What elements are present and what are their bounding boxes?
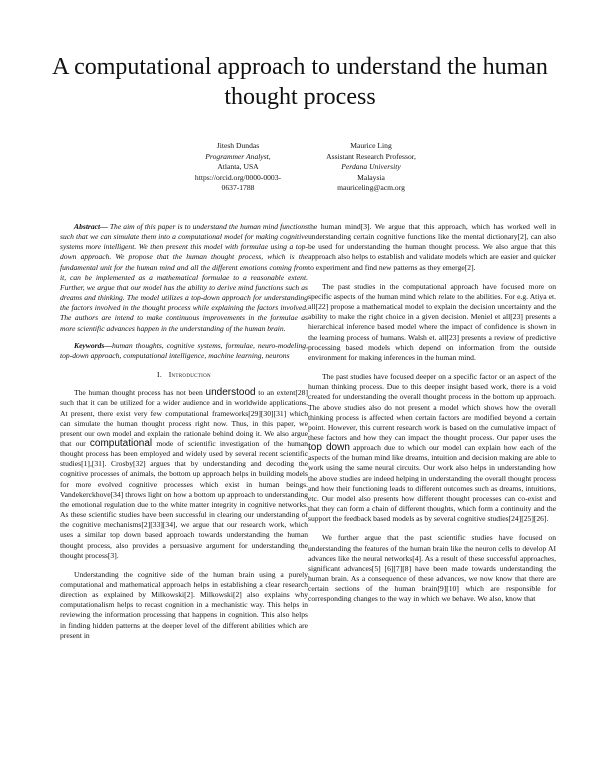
section-number: I. — [157, 370, 163, 380]
paragraph — [60, 388, 308, 561]
author-block-1 — [163, 141, 313, 194]
author-role: Assistant Research Professor, — [326, 151, 416, 161]
author-role: Programmer Analyst, — [205, 151, 271, 161]
keywords-label: Keywords— — [74, 340, 112, 350]
author-email[interactable]: mauriceling@acm.org — [337, 183, 405, 193]
author-orcid-cont[interactable]: 0637-1788 — [221, 183, 255, 193]
text-run: computational — [89, 437, 153, 449]
text-run: The past studies have focused deeper on a specific factor or an aspect of the human thinking process. Due to this deeper insight based work, there is a void created for understanding the overall thought process in the bottom up approach. The above studies also do not present a model which shows how the overall thinking process is affected when certain factors are modified beyond a certain point. However, this current research work is based on the cumulative impact of these factors and how they can impact the thought process. Our paper uses the — [308, 372, 556, 442]
author-location: Atlanta, USA — [217, 162, 259, 172]
keywords — [60, 341, 308, 361]
paragraph: We further argue that the past scientific studies have focused on understanding the features of the human brain like the neuron cells to develop AI advances like the neural networks[4]. As a result of these successful approaches, significant advances[5] [6][7][8] have been made towards understanding the human brain. As a consequence of these advances, we now know that there are certain sections of the human brain[9][10] which are responsible for corresponding changes to the way in which we behave. We also, know that — [308, 533, 556, 604]
text-run: to an extent[28] such that it can be utilized for a wider audience and in worldwide applications. At present, there exist very few computational frameworks[29][30][31] which can simulate the human thought process right now. Thus, in this paper, we present our own model and explain the rationale behind doing it. We also argue that our — [60, 388, 308, 448]
paragraph — [308, 372, 556, 524]
text-run: The human thought process has not been — [74, 388, 206, 398]
paragraph: The past studies in the computational approach have focused more on specific aspects of the human mind which relate to the abilities. For e.g. Atiya et. all[22] propose a mathematical model to explain the decision uncertainty and the ability to make the right choice in a given decision. Meniel et all[23] presents a hierarchical inference based model where the impact of confidence is shown in the learning process of humans. Walsh et. all[23] presents a review of predictive processing based models which depend on information from the outside environment for making inferences in the human mind. — [308, 281, 556, 362]
section-title: Introduction — [168, 370, 211, 380]
abstract-text: The aim of this paper is to understand the human mind functions such that we can simulate them into a computational model for making cognitive systems more intelligent. We then present this model with formulae using a top-down approach. We propose that the human thought process, which is the fundamental unit for the human mind and all the different emotions coming from it, can be implemented as a mathematical formulae to a reasonable extent. Further, we argue that our model has the ability to derive mind functions such as dreams and thinking. The model utilizes a top-down approach for understanding the factors involved in the thought process while explaining the factors involved. The authors are intend to make continuous improvements in the formulae as more scientific advances happen in the understanding of the human brain. — [60, 222, 308, 333]
text-run: understood — [205, 387, 256, 399]
author-location: Malaysia — [357, 172, 385, 182]
left-column — [60, 222, 308, 641]
section-heading — [60, 370, 308, 380]
paragraph: Understanding the cognitive side of the human brain using a purely computational and mathematical approach helps in establishing a clear research direction as explained by Milkowski[2]. Milkowski[2] also explains why computationalism helps to recast cognition in a mechanistic way. This helps in reviewing the information processing that happens in cognition. This also helps in finding hidden patterns at the deeper level of the different abilities which are present in — [60, 569, 308, 640]
author-block-2 — [296, 141, 446, 194]
keywords-text: human thoughts, cognitive systems, formulae, neuro-modeling, top-down approach, computational intelligence, machine learning, neurons — [60, 340, 308, 360]
text-run: approach due to which our model can explain how each of the aspects of the human mind like dreams, intuition and decision making are able to work using the same neural circuits. Our work also helps in understanding how the above studies are indeed helping in understanding the overall thought process and how their functioning leads to different outcomes such as dreams, intuitions, etc. Our model also presents how different thought processes can co-exist and that they can form a chain of different thoughts, which form a continuity and the support the feedback based models as by several cognitive studies[24][25][26]. — [308, 443, 556, 524]
text-run: top down — [308, 442, 350, 454]
author-name: Jitesh Dundas — [216, 141, 260, 150]
right-column — [308, 222, 556, 604]
author-affiliation: Perdana University — [341, 162, 401, 172]
abstract — [60, 222, 308, 334]
page-title: A computational approach to understand the human thought process — [52, 54, 548, 110]
text-run: mode of scientific investigation of the human thought process has been employed and widely used by several recent scientific studies[1],[31]. Crosby[32] argues that by understanding and decoding the cognitive processes of animals, the bottom up approach helps in building models for more evolved cognitive processes which exist in human beings. Vandekerckhove[34] throws light on how a bottom up approach to understanding the emotional regulation due to the white matter integrity in cognitive networks. As these scientific studies have been successful in clearing our understanding of the cognitive mechanisms[2][33][34], we argue that our research work, which uses a similar top down based approach towards understanding the human thought process, also provides a persuasive argument for understanding the thought process[3]. — [60, 438, 308, 560]
author-name: Maurice Ling — [350, 141, 392, 150]
abstract-label: Abstract— — [74, 222, 108, 231]
paragraph: the human mind[3]. We argue that this approach, which has worked well in understanding certain cognitive functions like the mental dictionary[2], can also be used for understanding the human thought process. We also argue that this approach also helps to establish and validate models which are easier and quicker to experiment and find new patterns as they emerge[2]. — [308, 222, 556, 272]
author-orcid[interactable]: https://orcid.org/0000-0003- — [194, 172, 282, 182]
